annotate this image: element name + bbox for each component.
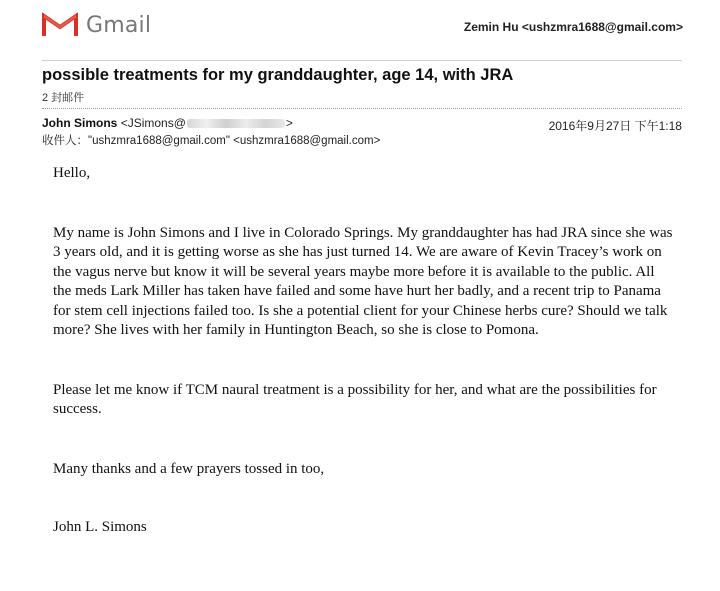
body-closing: Many thanks and a few prayers tossed in too,	[53, 460, 325, 477]
sender-email-suffix: >	[285, 116, 293, 130]
body-greeting: Hello,	[53, 165, 91, 181]
body-paragraph-1: My name is John Simons and I live in Colorado Springs. My granddaughter has had JRA since she was 3 years old, and it is getting worse as she has just turned 14. We are aware of Kevin Tracey’s work on the vagus nerve but know it will be several years maybe more before it is available to the public. All the meds Lark Miller has taken have failed and some have hurt her badly, and a recent trip to Panama for stem cell injections failed too. Is she a potential client for your Chinese herbs cure? Should we talk more? She lives with her family in Huntington Beach, so she is close to Pomona.	[53, 224, 673, 338]
account-label: Zemin Hu <ushzmra1688@gmail.com>	[463, 20, 683, 34]
sender-email-prefix: <JSimons@	[120, 116, 186, 130]
sender-line	[42, 116, 293, 130]
message-count: 2 封邮件	[42, 92, 85, 104]
redacted-email-blur	[187, 119, 285, 128]
gmail-wordmark: Gmail	[86, 12, 152, 38]
body-paragraph-2: Please let me know if TCM naural treatment is a possibility for her, and what are the possibilities for success.	[53, 381, 657, 417]
body-signature: John L. Simons	[53, 519, 147, 535]
email-subject: possible treatments for my granddaughter, age 14, with JRA	[42, 66, 514, 84]
thread-divider	[42, 108, 682, 109]
message-body	[53, 164, 673, 538]
header-divider	[42, 60, 682, 61]
gmail-m-icon	[42, 12, 78, 38]
recipient-line: 收件人："ushzmra1688@gmail.com" <ushzmra1688@gmail.com>	[42, 135, 381, 147]
gmail-logo	[42, 12, 151, 38]
sender-name: John Simons	[42, 116, 118, 130]
message-date: 2016年9月27日 下午1:18	[548, 119, 682, 133]
